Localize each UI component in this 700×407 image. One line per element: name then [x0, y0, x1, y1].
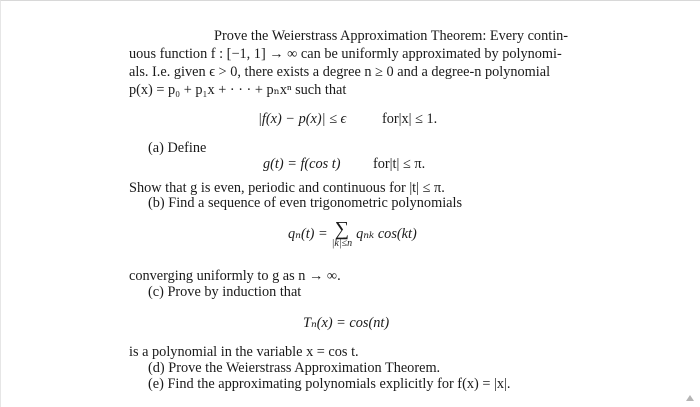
sigma-symbol: ∑ [334, 218, 350, 240]
part-c-statement: is a polynomial in the variable x = cos t. [129, 344, 359, 360]
summation-sign [332, 220, 352, 249]
part-b-equation [288, 220, 417, 249]
intro-line-4: p(x) = p₀ + p₁x + · · · + pₙxⁿ such that [129, 82, 347, 98]
part-a-label: (a) Define [148, 140, 207, 156]
part-b-lhs: qₙ(t) = [288, 226, 328, 242]
part-b-rhs: qₙₖ cos(kt) [356, 226, 417, 242]
main-inequality-condition: for|x| ≤ 1. [382, 111, 438, 127]
part-a-statement: Show that g is even, periodic and continuous for |t| ≤ π. [129, 180, 445, 196]
part-c-equation: Tₙ(x) = cos(nt) [303, 315, 390, 331]
intro-line-3: als. I.e. given ϵ > 0, there exists a degree n ≥ 0 and a degree-n polynomial [129, 64, 551, 80]
intro-line-1: Prove the Weierstrass Approximation Theorem: Every contin- [214, 28, 569, 44]
scroll-up-arrow-icon[interactable] [686, 395, 694, 401]
intro-line-2: uous function f : [−1, 1] → ∞ can be uniformly approximated by polynomi- [129, 46, 562, 62]
sigma-subscript: |k|≤n [331, 238, 353, 249]
part-d-label: (d) Prove the Weierstrass Approximation Theorem. [148, 360, 441, 376]
part-c-label: (c) Prove by induction that [148, 284, 302, 300]
part-a-equation: g(t) = f(cos t) [263, 156, 341, 172]
main-inequality-lhs: |f(x) − p(x)| ≤ ϵ [258, 111, 347, 127]
part-b-statement: converging uniformly to g as n → ∞. [129, 268, 341, 284]
part-b-label: (b) Find a sequence of even trigonometric polynomials [148, 195, 463, 211]
part-a-condition: for|t| ≤ π. [373, 156, 426, 172]
part-e-label: (e) Find the approximating polynomials explicitly for f(x) = |x|. [148, 376, 511, 392]
